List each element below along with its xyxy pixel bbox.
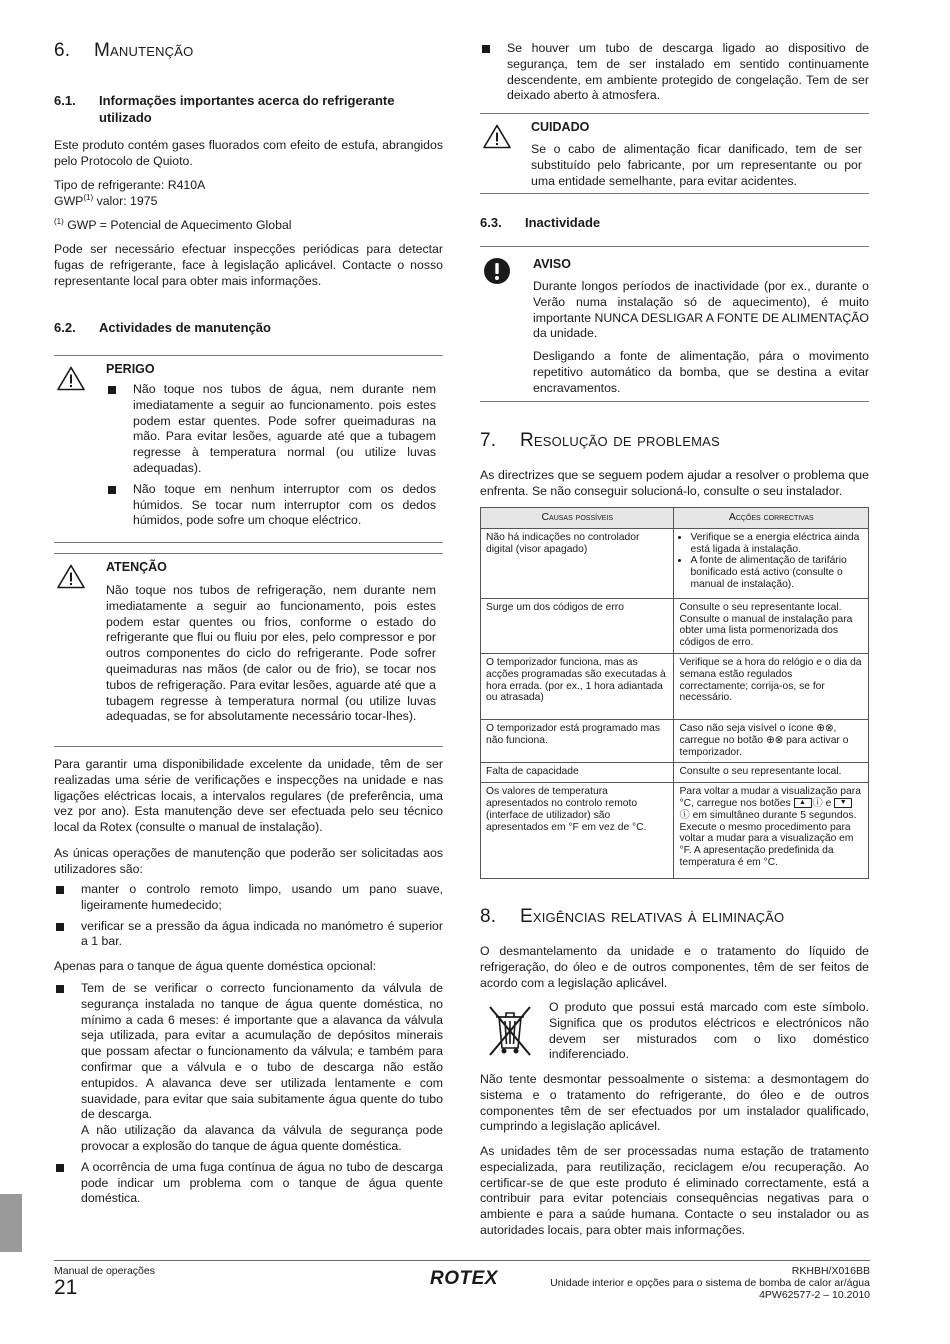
aviso-text-1: Durante longos períodos de inactividade (por ex., durante o Verão numa instalação só de aquecimento), é muito importante NUNCA DESLIGAR A FONTE DE ALIMENTAÇÃO da unidade. <box>533 279 869 341</box>
section-number: 6. <box>54 40 71 61</box>
info-icon: ⓘ <box>812 797 823 809</box>
divider <box>54 542 443 543</box>
gwp-suffix: valor: 1975 <box>93 193 158 208</box>
atencao-text: Não toque nos tubos de refrigeração, nem durante nem imediatamente a seguir ao funcionamento, pois estes podem estar quentes ou frios, conforme o estado do refrigerante que flui ou fluiu por eles, pelo compressor e por outros componentes do ciclo do refrigerante. Pode sofrer queimaduras nas mãos (de calor ou de frio), se tocar nos tubos de refrigeração. Para evitar lesões, aguarde até que a tubagem regresse à temperatura normal (ou utilize luvas adequadas, se for absolutamente necessário tocar-lhes). <box>106 583 436 724</box>
table-row <box>481 783 869 879</box>
list-item-text: A não utilização da alavanca da válvula de segurança pode provocar a explosão do tanque de água quente doméstica. <box>81 1123 443 1153</box>
bullet <box>56 1164 64 1172</box>
perigo-label: PERIGO <box>106 362 155 376</box>
disposal-paragraph-3: As unidades têm de ser processadas numa estação de tratamento especializada, para reutilização, reciclagem e/ou recuperação. Ao certificar-se de que este produto é eliminado correctamente, está a contribuir para evitar potenciais consequências negativas para o ambiente e para a saúde humana. Contacte o seu instalador ou as autoridades locais, para obter mais informações. <box>480 1144 869 1237</box>
warning-triangle-icon <box>57 564 85 594</box>
divider <box>480 113 869 114</box>
brand-logo: ROTEX <box>430 1268 498 1289</box>
divider <box>480 246 869 247</box>
chapter-tab <box>0 1194 22 1252</box>
gwp-prefix: GWP <box>54 193 84 208</box>
crossed-bin-icon <box>486 1003 534 1064</box>
bullet <box>482 45 490 53</box>
list-item-text: Se houver um tubo de descarga ligado ao dispositivo de segurança, tem de ser instalado em sentido continuamente descendente, em ambiente protegido de congelação. Tem de ser deixado aberto à atmosfera. <box>507 41 869 103</box>
table-cell <box>674 783 869 879</box>
column-header-actions: Acções correctivas <box>674 508 869 529</box>
section-6-3-heading <box>480 214 869 231</box>
cell-text: , carregue no botão <box>679 722 837 746</box>
section-6-heading <box>54 40 193 62</box>
divider <box>54 553 443 554</box>
table-header-row <box>481 508 869 529</box>
exclamation-circle-icon <box>483 257 511 290</box>
section-6-2-heading <box>54 319 443 336</box>
list-item-text: Tem de se verificar o correcto funcionamento da válvula de segurança instalada no tanque de água quente doméstica, no mínimo a cada 6 meses: é importante que a alavanca da válvula seja utilizada, para evitar a acumulação de depósitos minerais que possam afectar o funcionamento da válvula; e também para confirmar que a válvula e o tubo de descarga não estão entupidos. A alavanca deve ser utilizada lentamente e com suavidade, para evitar que saia subitamente água quente do tubo de descarga. <box>81 981 443 1122</box>
bullet <box>56 985 64 993</box>
refrigerant-type: Tipo de refrigerante: R410A <box>54 178 206 192</box>
section-7-heading <box>480 430 720 452</box>
cuidado-label: CUIDADO <box>531 120 590 134</box>
atencao-label: ATENÇÃO <box>106 560 167 574</box>
section-8-heading <box>480 906 784 928</box>
perigo-list <box>106 382 436 529</box>
weee-symbol-text: O produto que possui está marcado com este símbolo. Significa que os produtos eléctricos e electrónicos não devem ser misturados com o lixo doméstico indiferenciado. <box>549 1000 869 1062</box>
table-cell: O temporizador está programado mas não funciona. <box>481 719 674 762</box>
table-cell: Consulte o seu representante local. <box>674 763 869 783</box>
refrigerant-intro: Este produto contém gases fluorados com efeito de estufa, abrangidos pelo Protocolo de Quioto. <box>54 138 443 168</box>
inspection-paragraph: Pode ser necessário efectuar inspecções periódicas para detectar fugas de refrigerante, face à legislação aplicável. Contacte o nosso representante local para obter mais informações. <box>54 242 443 288</box>
bullet <box>108 386 116 394</box>
discharge-pipe-item <box>480 41 869 104</box>
bullet <box>108 486 116 494</box>
table-cell: Verifique se a hora do relógio e o dia da semana estão regulados correctamente; corrija-os, se for necessário. <box>674 653 869 719</box>
section-number: 7. <box>480 430 497 451</box>
bullet <box>56 923 64 931</box>
list-item <box>54 1160 443 1207</box>
list-item: • A fonte de alimentação de tarifário bonificado está activo (consulte o manual de instalação). <box>690 555 863 590</box>
troubleshooting-intro: As directrizes que se seguem podem ajudar a resolver o problema que enfrenta. Se não conseguir solucioná-lo, consulte o seu instalador. <box>480 468 869 498</box>
gwp-footnote <box>54 218 443 234</box>
troubleshooting-table <box>480 507 869 879</box>
list-item-text: Não toque nos tubos de água, nem durante nem imediatamente a seguir ao funcionamento. pois estes podem estar quentes. Pode sofrer queimaduras na mão. Para evitar lesões, aguarde até que a tubagem regresse à temperatura normal (ou utilize luvas adequadas). <box>133 382 436 475</box>
warning-triangle-icon <box>57 366 85 396</box>
tank-intro: Apenas para o tanque de água quente doméstica opcional: <box>54 959 377 973</box>
warning-triangle-icon <box>483 124 511 154</box>
footer-doc-title: Manual de operações <box>54 1265 155 1277</box>
cell-text: Caso não seja visível o ícone <box>679 722 817 734</box>
subsection-title: Inactividade <box>525 215 601 230</box>
table-row <box>481 598 869 653</box>
list-item <box>54 981 443 1155</box>
section-number: 8. <box>480 906 497 927</box>
cuidado-text: Se o cabo de alimentação ficar danificado, tem de ser substituído pelo fabricante, por um representante ou por uma entidade semelhante, para evitar acidentes. <box>531 142 862 188</box>
table-cell: Falta de capacidade <box>481 763 674 783</box>
footer-divider <box>54 1260 870 1261</box>
footer-description: Unidade interior e opções para o sistema de bomba de calor ar/água <box>550 1277 870 1289</box>
list-item-text: verificar se a pressão da água indicada no manómetro é superior a 1 bar. <box>81 918 443 949</box>
user-operations-list <box>54 882 443 950</box>
footer-model: RKHBH/X016BB <box>791 1265 870 1277</box>
divider <box>54 746 443 747</box>
timer-icon: ⊕⊗ <box>765 734 784 746</box>
table-row <box>481 653 869 719</box>
timer-icon: ⊕⊗ <box>816 722 834 734</box>
section-6-1-heading <box>54 92 443 126</box>
table-cell: Surge um dos códigos de erro <box>481 598 674 653</box>
section-title: Exigências relativas à eliminação <box>520 906 785 927</box>
list-item <box>106 482 436 529</box>
actions-list <box>679 532 863 591</box>
list-item-text: A ocorrência de uma fuga contínua de água no tubo de descarga pode indicar um problema com o tanque de água quente doméstica. <box>81 1159 443 1206</box>
divider <box>480 193 869 194</box>
table-cell <box>674 528 869 598</box>
bullet <box>56 886 64 894</box>
table-row <box>481 719 869 762</box>
user-operations-intro: As únicas operações de manutenção que poderão ser solicitadas aos utilizadores são: <box>54 846 443 876</box>
gwp-sup: (1) <box>83 192 94 202</box>
footer-code: 4PW62577-2 – 10.2010 <box>759 1289 870 1301</box>
divider <box>480 401 869 402</box>
maintenance-paragraph: Para garantir uma disponibilidade excelente da unidade, têm de ser realizadas uma série de verificações e inspecções na unidade e nas ligações eléctricas locais, a intervalos regulares (de preferência, uma vez por ano). Esta manutenção deve ser efectuada pelo seu técnico local da Rotex (consulte o manual de instalação). <box>54 757 443 835</box>
disposal-paragraph-1: O desmantelamento da unidade e o tratamento do líquido de refrigeração, do óleo e de outros componentes, têm de ser feitos de acordo com a legislação aplicável. <box>480 944 869 990</box>
table-cell <box>674 719 869 762</box>
subsection-number: 6.2. <box>54 320 76 335</box>
list-item-text: manter o controlo remoto limpo, usando um pano suave, ligeiramente humedecido; <box>81 882 443 912</box>
cell-text: para activar o temporizador. <box>679 734 849 758</box>
subsection-title: Actividades de manutenção <box>99 320 271 335</box>
column-header-causes: Causas possíveis <box>481 508 674 529</box>
table-cell: Os valores de temperatura apresentados no controlo remoto (interface de utilizador) são apresentados em °F em vez de °C. <box>481 783 674 879</box>
cell-text: Para voltar a mudar a visualização para °C, carregue nos botões <box>679 786 861 809</box>
list-item <box>54 919 443 951</box>
down-key-icon: ▼ <box>834 798 852 808</box>
list-item-text: Não toque em nenhum interruptor com os dedos húmidos. Se tocar num interruptor com os dedos húmidos, pode sofre um choque eléctrico. <box>133 481 436 528</box>
table-row <box>481 763 869 783</box>
page-number: 21 <box>54 1276 78 1299</box>
up-key-icon: ▲ <box>794 798 812 808</box>
section-title: Resolução de problemas <box>520 430 720 451</box>
disposal-paragraph-2: Não tente desmontar pessoalmente o sistema: a desmontagem do sistema e o tratamento do refrigerante, do óleo e de outros componentes têm de ser efectuados por um instalador qualificado, cumprindo a legislação aplicável. <box>480 1072 869 1134</box>
table-cell: O temporizador funciona, mas as acções programadas são executadas à hora errada. (por ex., 1 hora adiantada ou atrasada) <box>481 653 674 719</box>
cell-text: em simultâneo durante 5 segundos. Execute o mesmo procedimento para voltar a mudar para a visualização em °F. A apresentação predefinida da temperatura é em °C. <box>679 809 857 868</box>
subsection-number: 6.3. <box>480 215 502 230</box>
info-icon: ⓘ <box>679 809 690 821</box>
divider <box>54 355 443 356</box>
gwp-value <box>54 194 443 210</box>
table-cell: Consulte o seu representante local. Consulte o manual de instalação para obter uma lista pormenorizada dos códigos de erro. <box>674 598 869 653</box>
section-title: Manutenção <box>94 40 194 61</box>
list-item <box>480 41 869 104</box>
footnote-text: GWP = Potencial de Aquecimento Global <box>63 218 292 232</box>
subsection-title: Informações importantes acerca do refrigerante utilizado <box>99 93 395 125</box>
aviso-label: AVISO <box>533 257 571 271</box>
cell-text: e <box>822 797 835 809</box>
table-row <box>481 528 869 598</box>
list-item <box>54 882 443 914</box>
table-cell: Não há indicações no controlador digital (visor apagado) <box>481 528 674 598</box>
subsection-number: 6.1. <box>54 93 76 108</box>
refrigerant-type-block <box>54 178 443 210</box>
aviso-text-2: Desligando a fonte de alimentação, pára o movimento repetitivo automático da bomba, que se destina a evitar encravamentos. <box>533 349 869 395</box>
footnote-sup: (1) <box>54 217 64 226</box>
list-item: • Verifique se a energia eléctrica ainda está ligada à instalação. <box>690 532 863 556</box>
tank-list <box>54 981 443 1207</box>
list-item <box>106 382 436 477</box>
